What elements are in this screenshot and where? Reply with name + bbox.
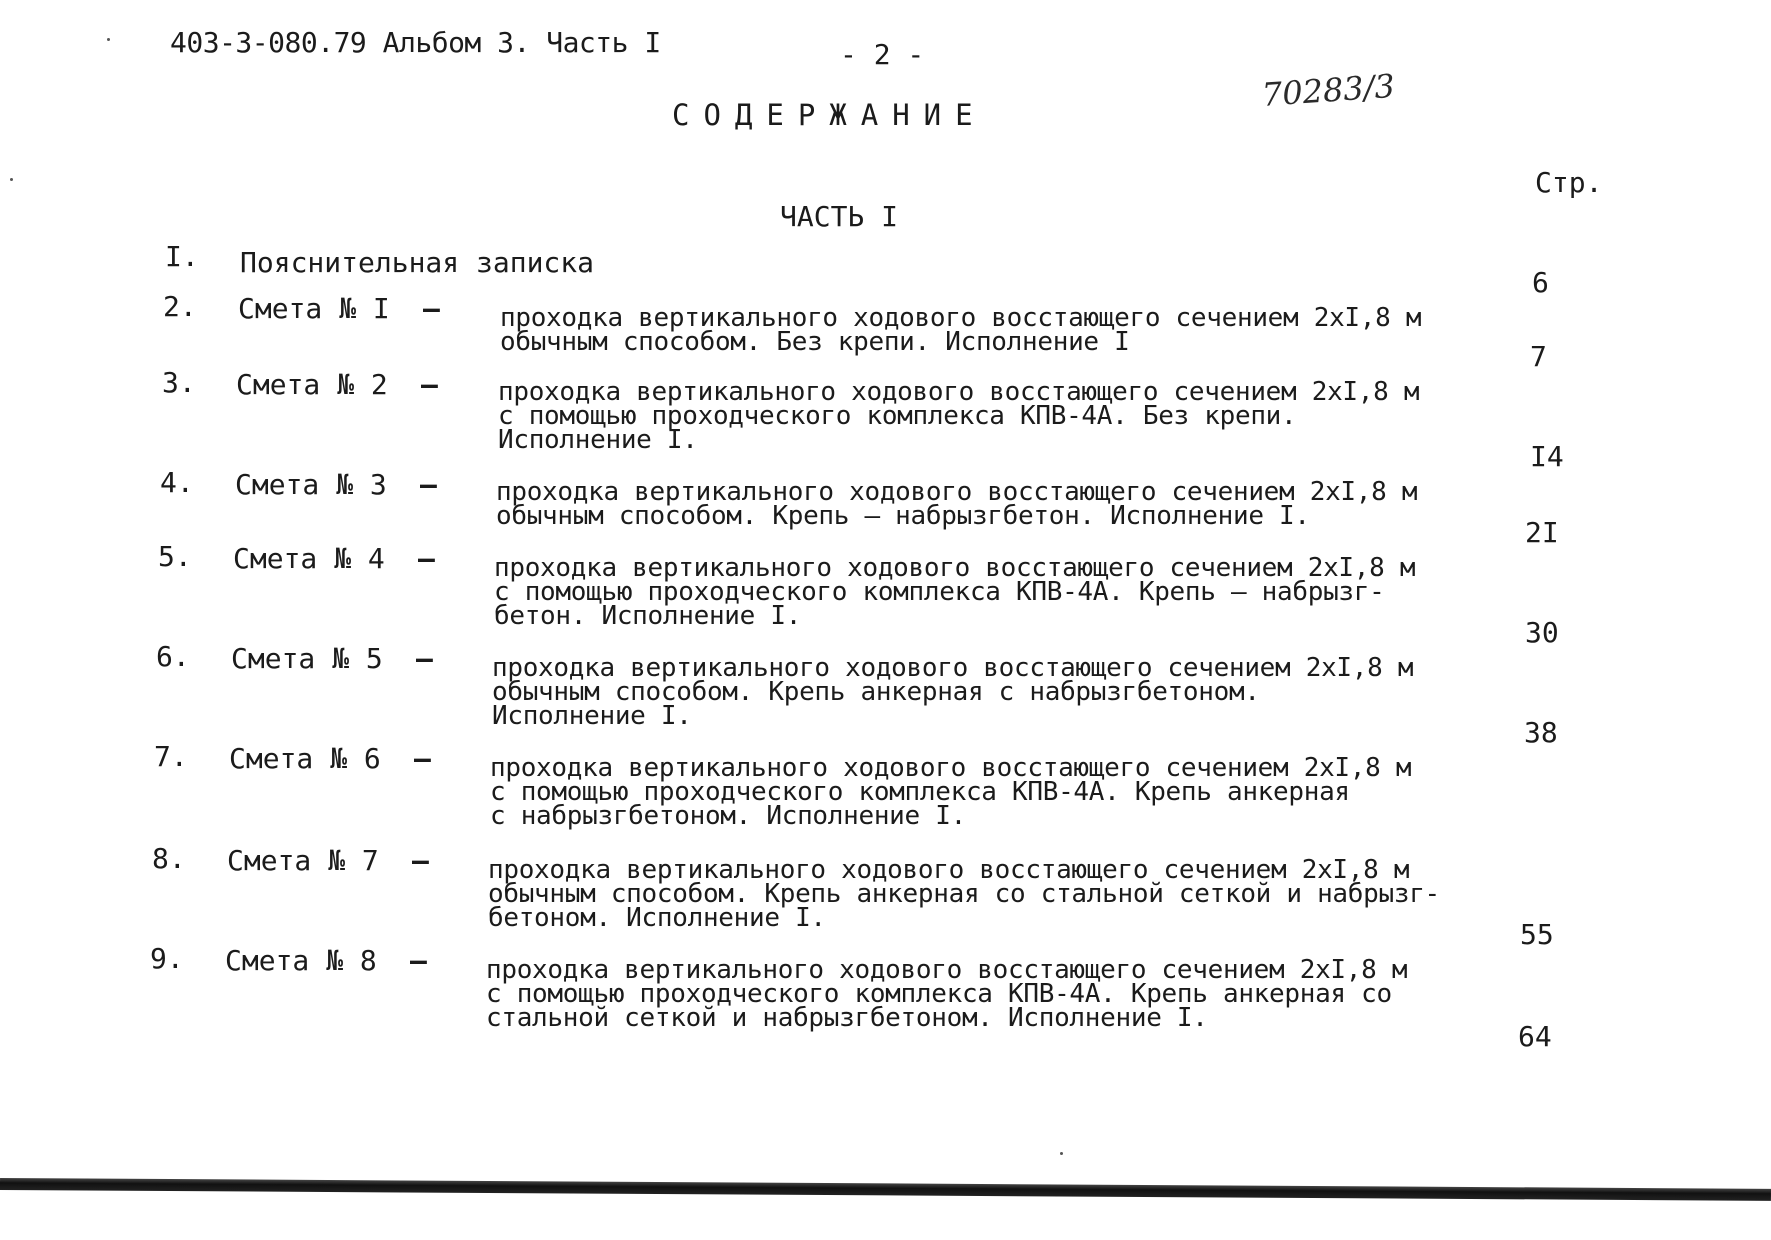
toc-entry-page: 64 — [1518, 1020, 1552, 1053]
toc-entry-description: проходка вертикального ходового восстающего сечением 2хI,8 м с помощью проходческого комплекса КПВ-4А. Без крепи. Исполнение I. — [498, 377, 1420, 455]
toc-entry-label: Смета № 5 — [231, 642, 383, 675]
toc-entry-number: I. — [165, 240, 199, 273]
toc-entry-page: 2I — [1525, 516, 1559, 549]
page-column-header: Стр. — [1535, 166, 1603, 199]
toc-entry-page: 38 — [1524, 716, 1558, 749]
scan-speck — [10, 178, 13, 181]
toc-entry-description: проходка вертикального ходового восстающего сечением 2хI,8 м с помощью проходческого комплекса КПВ-4А. Крепь анкерная со стальной сеткой и набрызгбетоном. Исполнение I. — [486, 955, 1408, 1033]
handwritten-archive-number: 70283/3 — [1260, 66, 1396, 114]
toc-entry-dash: – — [416, 642, 433, 675]
page-number: - 2 - — [840, 38, 925, 71]
toc-entry-label: Смета № 7 — [227, 844, 379, 877]
toc-entry-label: Смета № I — [238, 292, 390, 325]
toc-entry-number: 2. — [163, 290, 197, 323]
toc-entry-number: 6. — [156, 640, 190, 673]
toc-entry-label: Смета № 6 — [229, 742, 381, 775]
document-code: 403-3-080.79 Альбом 3. Часть I — [170, 26, 661, 59]
toc-entry-dash: – — [410, 944, 427, 977]
scan-speck — [1060, 1152, 1063, 1155]
toc-entry-number: 7. — [154, 740, 188, 773]
toc-entry-page: I4 — [1530, 440, 1564, 473]
toc-entry-label: Пояснительная записка — [240, 246, 595, 279]
part-heading: ЧАСТЬ I — [780, 200, 899, 233]
toc-entry-description: проходка вертикального ходового восстающего сечением 2хI,8 м обычным способом. Крепь – набрызгбетон. Исполнение I. — [496, 477, 1418, 531]
toc-entry-dash: – — [414, 742, 431, 775]
toc-entry-dash: – — [418, 542, 435, 575]
toc-entry-description: проходка вертикального ходового восстающего сечением 2хI,8 м обычным способом. Без крепи. Исполнение I — [500, 303, 1422, 357]
toc-entry-dash: – — [420, 468, 437, 501]
scan-speck — [107, 38, 110, 41]
toc-entry-label: Смета № 4 — [233, 542, 385, 575]
toc-entry-description: проходка вертикального ходового восстающего сечением 2хI,8 м с помощью проходческого комплекса КПВ-4А. Крепь – набрызг- бетон. Исполнение I. — [494, 553, 1416, 631]
toc-entry-number: 4. — [160, 466, 194, 499]
toc-entry-page: 55 — [1520, 918, 1554, 951]
toc-entry-description: проходка вертикального ходового восстающего сечением 2хI,8 м обычным способом. Крепь анкерная со стальной сеткой и набрызг- бетоном. Исполнение I. — [488, 855, 1440, 933]
toc-entry-dash: – — [412, 844, 429, 877]
toc-entry-dash: – — [421, 368, 438, 401]
toc-entry-number: 5. — [158, 540, 192, 573]
toc-entry-dash: – — [423, 292, 440, 325]
toc-entry-label: Смета № 2 — [236, 368, 388, 401]
toc-entry-number: 9. — [150, 942, 184, 975]
toc-entry-page: 6 — [1532, 266, 1549, 299]
toc-entry-description: проходка вертикального ходового восстающего сечением 2хI,8 м с помощью проходческого комплекса КПВ-4А. Крепь анкерная с набрызгбетоном. Исполнение I. — [490, 753, 1412, 831]
toc-entry-page: 7 — [1530, 340, 1547, 373]
page-title: СОДЕРЖАНИЕ — [672, 98, 987, 132]
scan-edge-line — [0, 1178, 1771, 1201]
toc-entry-page: 30 — [1525, 616, 1559, 649]
toc-entry-label: Смета № 8 — [225, 944, 377, 977]
toc-entry-number: 3. — [162, 366, 196, 399]
toc-entry-label: Смета № 3 — [235, 468, 387, 501]
toc-entry-description: проходка вертикального ходового восстающего сечением 2хI,8 м обычным способом. Крепь анкерная с набрызгбетоном. Исполнение I. — [492, 653, 1414, 731]
toc-entry-number: 8. — [152, 842, 186, 875]
